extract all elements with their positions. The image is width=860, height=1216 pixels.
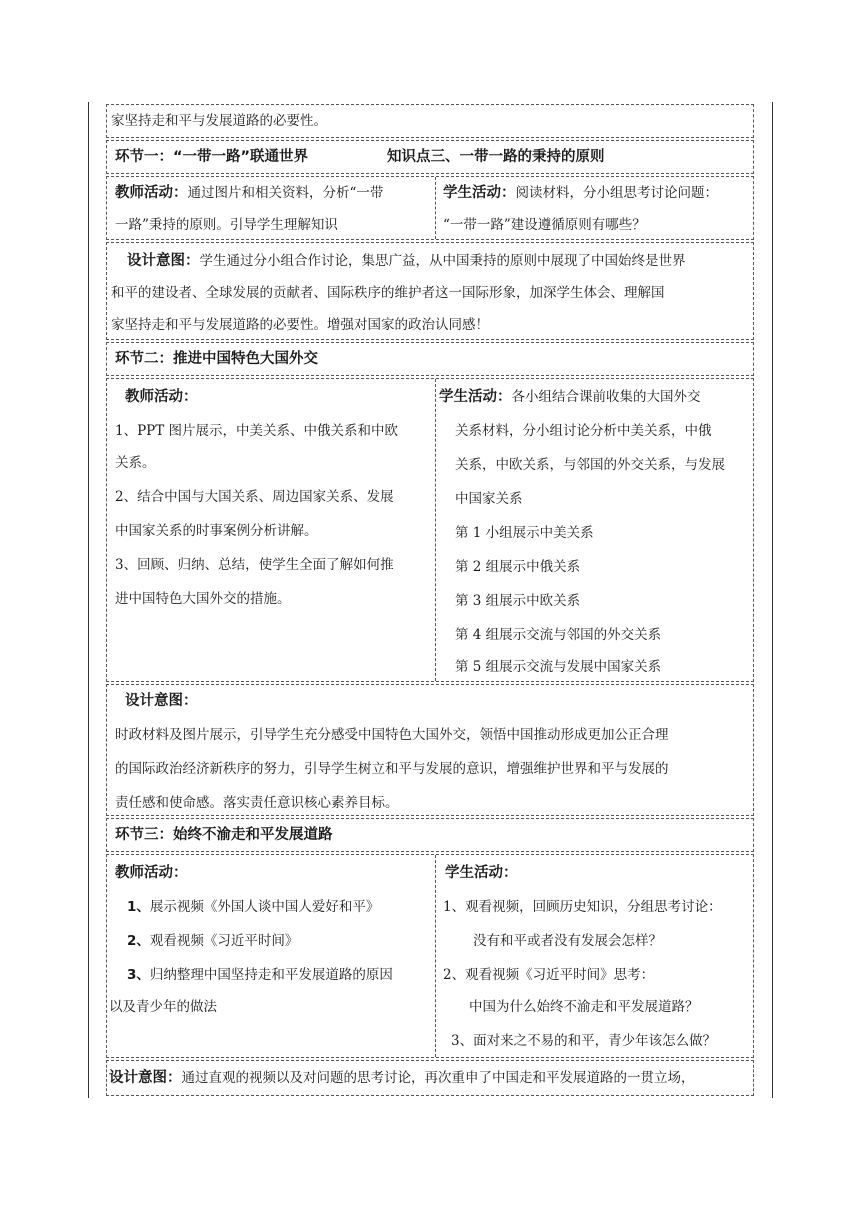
design-text: 通过直观的视频以及对问题的思考讨论，再次重申了中国走和平发展道路的一贯立场， <box>181 1070 695 1086</box>
section2-teacher-line-5: 3、回顾、归纳、总结，使学生全面了解如何推 <box>115 557 394 573</box>
column-divider <box>435 177 436 239</box>
section2-student-line-4: 中国家关系 <box>455 491 523 507</box>
section2-student-line-6: 第 2 组展示中俄关系 <box>455 559 581 575</box>
section1-header-row <box>106 140 754 174</box>
item-text: 展示视频《外国人谈中国人爱好和平》 <box>149 899 380 915</box>
section3-student-line-4: 中国为什么始终不渝走和平发展道路？ <box>469 999 699 1015</box>
section2-student-line-1 <box>439 387 701 407</box>
section1-teacher-line-2: 一路”秉持的原则。引导学生理解知识 <box>115 217 338 233</box>
item-number: 2、 <box>127 933 150 949</box>
student-activity-label: 学生活动： <box>445 865 518 881</box>
section2-teacher-line-2: 关系。 <box>115 455 156 471</box>
teacher-activity-label: 教师活动： <box>115 185 188 201</box>
student-activity-text: 各小组结合课前收集的大国外交 <box>511 389 701 405</box>
section2-design-line-1: 时政材料及图片展示，引导学生充分感受中国特色大国外交，领悟中国推动形成更加公正合理 <box>115 727 669 743</box>
section2-student-line-2: 关系材料，分小组讨论分析中美关系，中俄 <box>455 423 712 439</box>
section2-student-line-8: 第 4 组展示交流与邻国的外交关系 <box>455 627 662 643</box>
item-number: 3、 <box>127 967 150 983</box>
section3-student-line-1: 1、观看视频，回顾历史知识，分组思考讨论： <box>443 899 722 915</box>
section2-student-line-3: 关系，中欧关系，与邻国的外交关系，与发展 <box>455 457 725 473</box>
student-activity-text: 阅读材料，分小组思考讨论问题： <box>515 185 718 201</box>
teacher-activity-label: 教师活动： <box>115 865 188 881</box>
section3-activities-row <box>106 854 754 1058</box>
section2-design-line-2: 的国际政治经济新秩序的努力，引导学生树立和平与发展的意识，增强维护世界和平与发展的 <box>115 761 669 777</box>
section1-student-line-2: “一带一路”建设遵循原则有哪些？ <box>443 217 646 233</box>
item-number: 1、 <box>127 899 150 915</box>
section2-student-line-7: 第 3 组展示中欧关系 <box>455 593 581 609</box>
section3-teacher-item-2 <box>127 931 298 951</box>
section2-title: 环节二：推进中国特色大国外交 <box>115 351 318 367</box>
section3-student-line-2: 没有和平或者没有发展会怎样？ <box>473 933 662 949</box>
section2-teacher-line-4: 中国家关系的时事案例分析讲解。 <box>115 523 318 539</box>
table-row-continuation <box>106 104 754 138</box>
section1-design-line-3: 家坚持走和平与发展道路的必要性。增强对国家的政治认同感！ <box>111 317 489 333</box>
design-intent-label: 设计意图： <box>125 693 198 709</box>
section1-activities-row <box>106 176 754 240</box>
design-intent-label: 设计意图： <box>127 253 200 269</box>
section2-activities-row <box>106 378 754 682</box>
section3-student-line-3: 2、观看视频《习近平时间》思考： <box>443 967 655 983</box>
column-divider <box>435 379 436 681</box>
section1-design-line-2: 和平的建设者、全球发展的贡献者、国际秩序的维护者这一国际形象，加深学生体会、理解国 <box>111 285 665 301</box>
column-divider <box>435 855 436 1057</box>
section3-teacher-item-1 <box>127 897 379 917</box>
item-text: 观看视频《习近平时间》 <box>149 933 299 949</box>
section1-student-line-1 <box>443 183 718 203</box>
continuation-text: 家坚持走和平与发展道路的必要性。 <box>111 113 327 129</box>
section3-student-line-5: 3、面对来之不易的和平，青少年该怎么做？ <box>451 1033 717 1049</box>
student-activity-label: 学生活动： <box>443 185 516 201</box>
item-text: 归纳整理中国坚持走和平发展道路的原因 <box>149 967 393 983</box>
section3-design-line-1 <box>109 1068 695 1088</box>
section1-design-row <box>106 242 754 340</box>
section3-design-row <box>106 1060 754 1096</box>
section2-teacher-line-3: 2、结合中国与大国关系、周边国家关系、发展 <box>115 489 394 505</box>
section2-teacher-line-6: 进中国特色大国外交的措施。 <box>115 591 291 607</box>
teacher-activity-text: 通过图片和相关资料，分析“一带 <box>187 185 384 201</box>
section1-design-line-1 <box>127 251 686 271</box>
section2-student-line-5: 第 1 小组展示中美关系 <box>455 525 594 541</box>
section2-header-row <box>106 342 754 376</box>
design-intent-label: 设计意图： <box>109 1070 182 1086</box>
section3-teacher-tail: 以及青少年的做法 <box>109 999 217 1015</box>
section2-design-line-3: 责任感和使命感。落实责任意识核心素养目标。 <box>115 795 399 811</box>
page-margin-right-line <box>772 102 773 1098</box>
section2-student-line-9: 第 5 组展示交流与发展中国家关系 <box>455 659 662 675</box>
section1-teacher-line-1 <box>115 183 383 203</box>
teacher-activity-label: 教师活动： <box>125 389 198 405</box>
design-text: 学生通过分小组合作讨论，集思广益，从中国秉持的原则中展现了中国始终是世界 <box>199 253 686 269</box>
section3-teacher-item-3 <box>127 965 393 985</box>
section3-title: 环节三：始终不渝走和平发展道路 <box>115 827 333 843</box>
section2-teacher-line-1: 1、PPT 图片展示，中美关系、中俄关系和中欧 <box>115 423 399 439</box>
section1-knowledge-point: 知识点三、一带一路的秉持的原则 <box>387 149 605 165</box>
page-margin-left-line <box>88 102 89 1098</box>
section1-title: 环节一：“一带一路”联通世界 <box>115 149 309 165</box>
section2-design-row <box>106 684 754 816</box>
student-activity-label: 学生活动： <box>439 389 512 405</box>
section3-header-row <box>106 818 754 852</box>
